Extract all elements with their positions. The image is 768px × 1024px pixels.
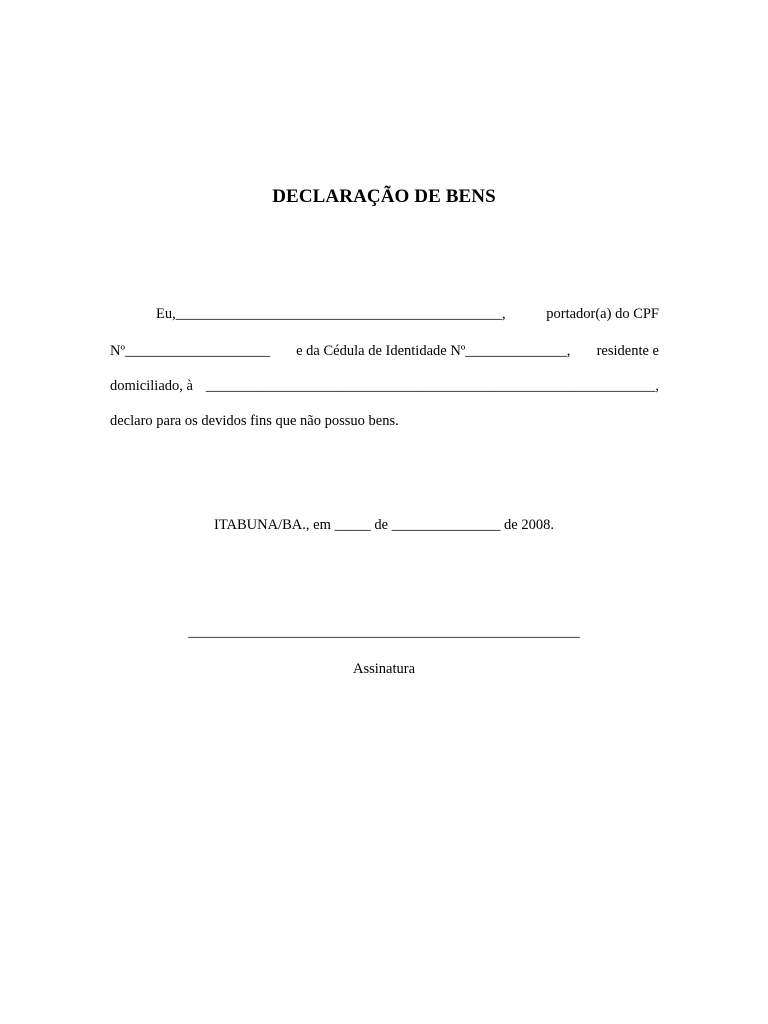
date-line: ITABUNA/BA., em _____ de _______________ de 2008. <box>214 517 554 533</box>
body-line-3 <box>110 377 659 395</box>
signature-line: ______________________________________________________ <box>188 624 580 640</box>
domiciled-text: domiciliado, à <box>110 378 193 394</box>
cpf-number-field-text: Nº____________________ <box>110 343 270 359</box>
cpf-label-text: portador(a) do CPF <box>546 306 659 322</box>
body-line-2 <box>110 342 659 360</box>
body-line-1 <box>156 305 659 323</box>
document-title: DECLARAÇÃO DE BENS <box>272 186 496 207</box>
resident-text: residente e <box>596 343 659 359</box>
name-field-text: Eu,_____________________________________________, <box>156 306 506 322</box>
address-field-text: ______________________________________________________________, <box>205 378 659 394</box>
body-line-4: declaro para os devidos fins que não possuo bens. <box>110 413 399 429</box>
id-card-field-text: e da Cédula de Identidade Nº______________, <box>296 343 571 359</box>
signature-label: Assinatura <box>352 661 415 677</box>
